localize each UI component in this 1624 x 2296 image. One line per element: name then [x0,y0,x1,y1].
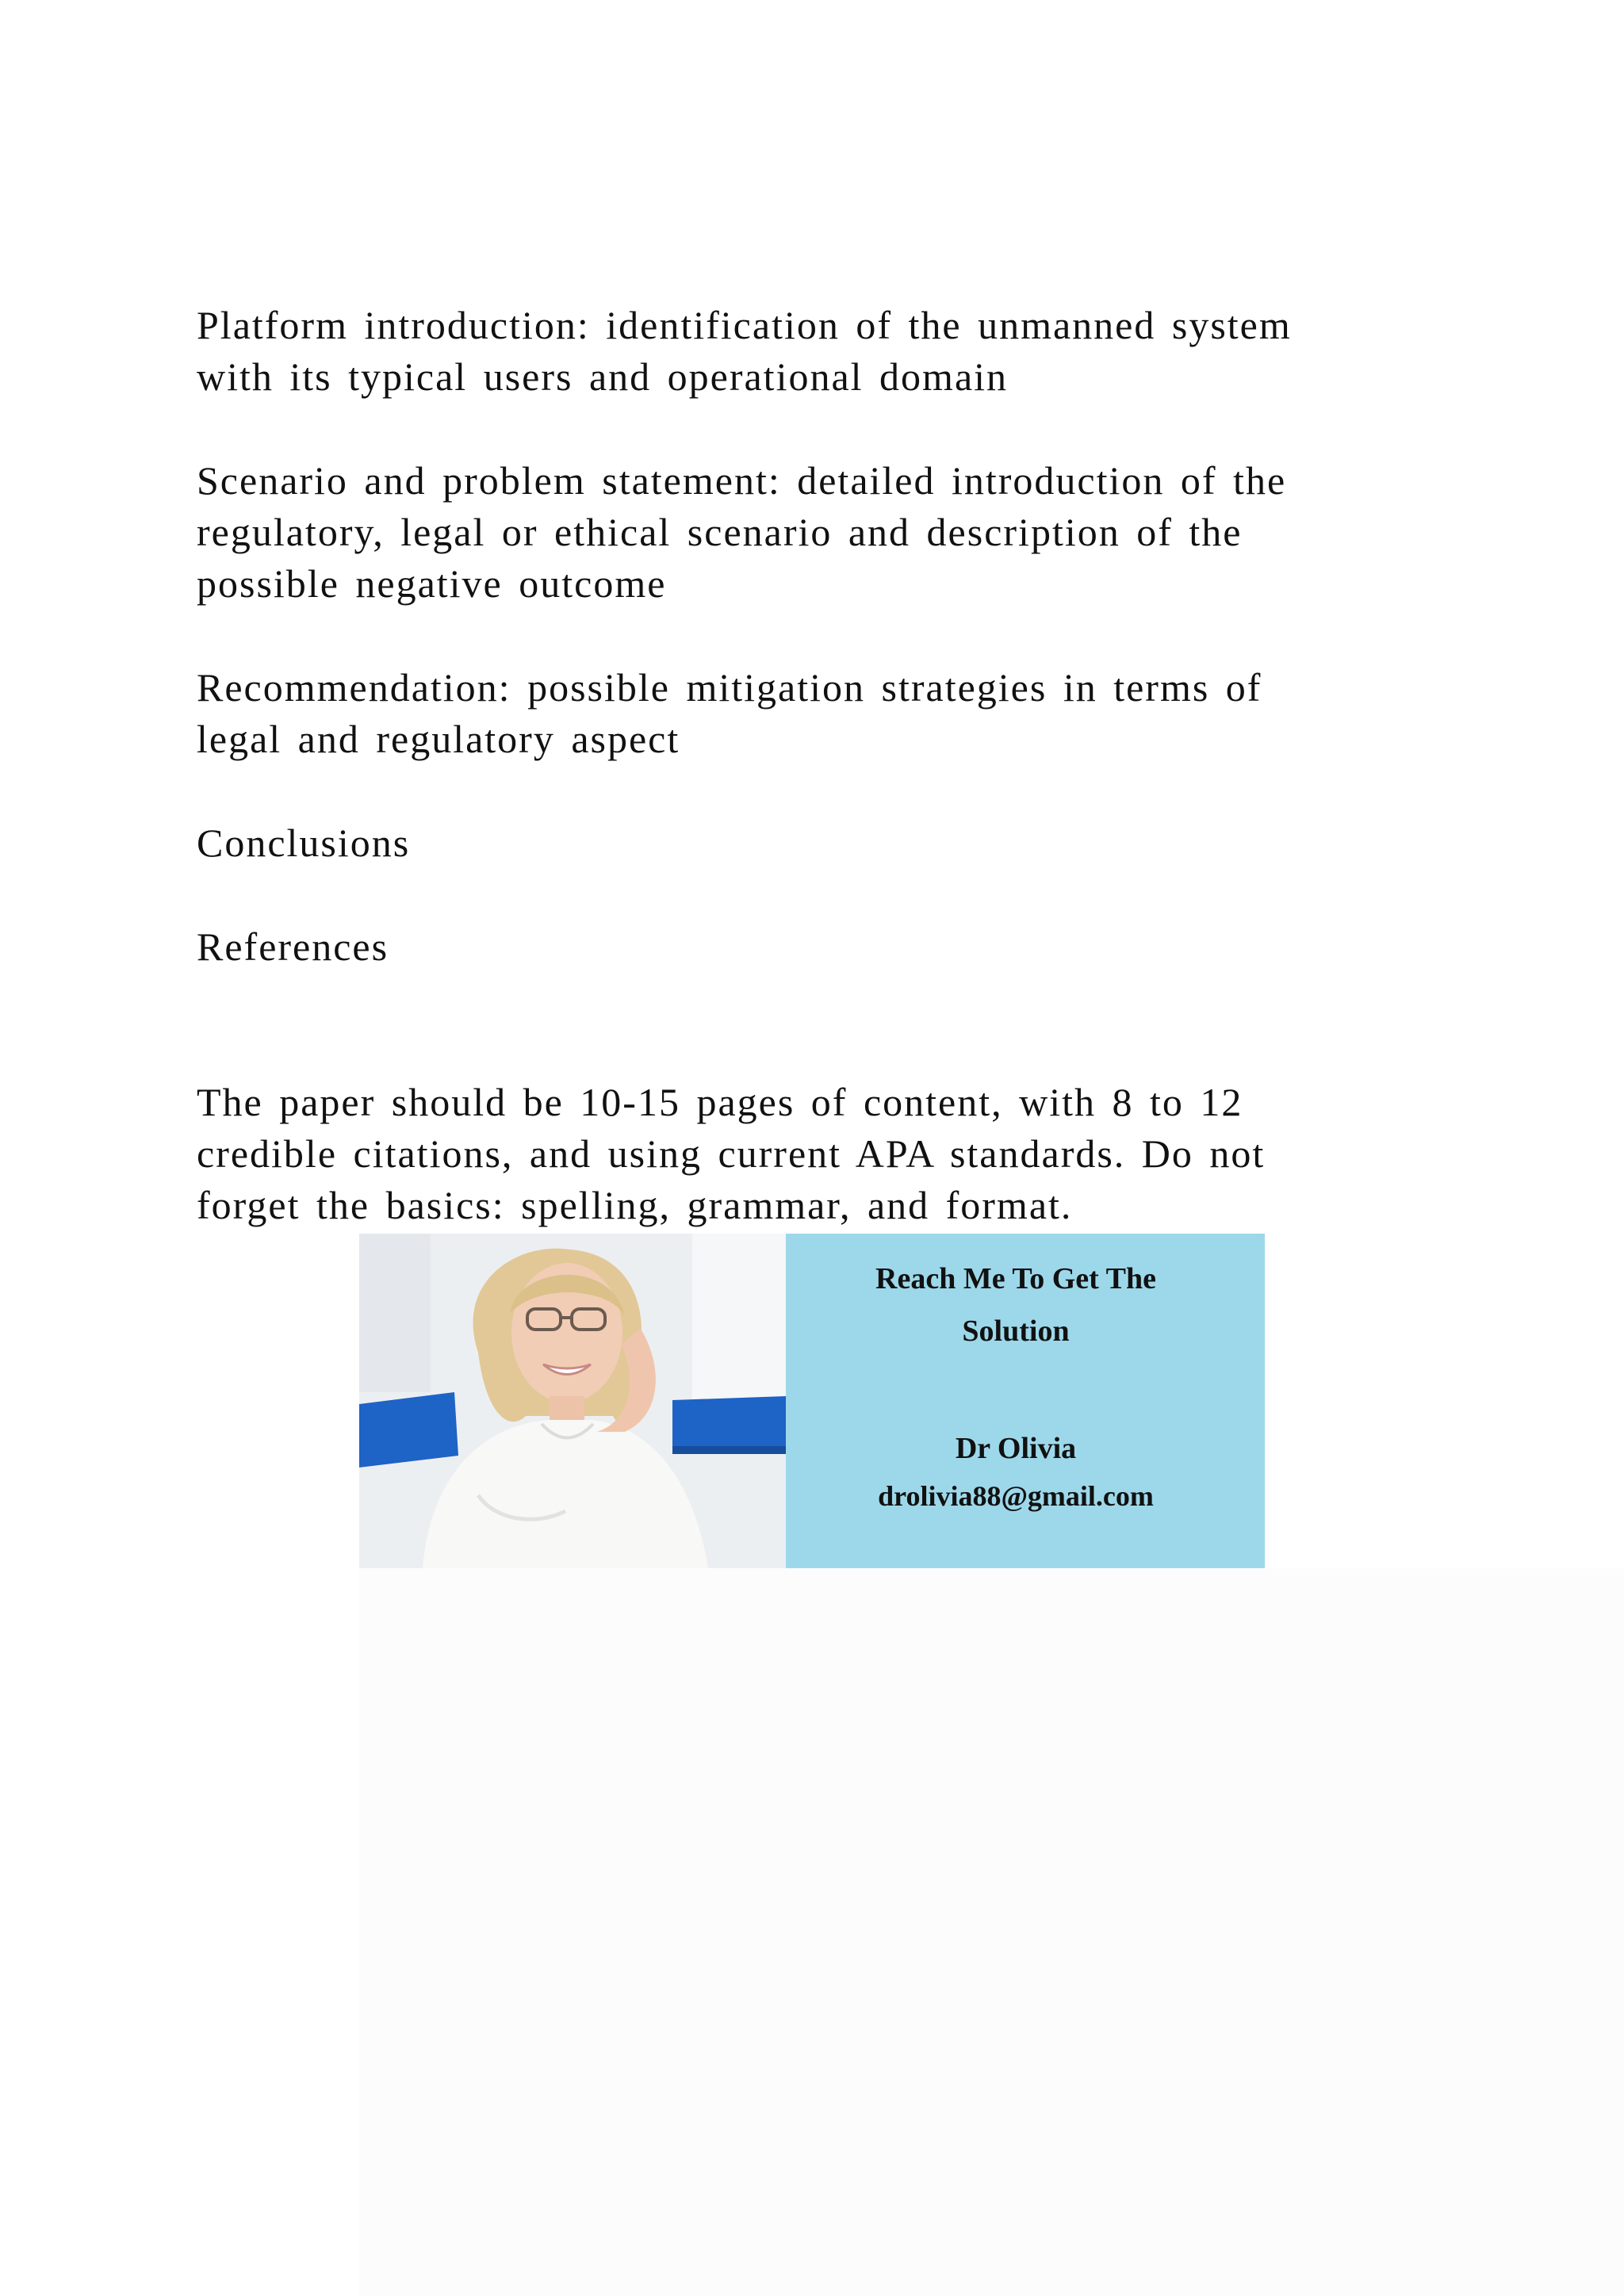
woman-photo [359,1234,786,1568]
paragraph-references [197,921,1434,973]
text-line: regulatory, legal or ethical scenario and description of the [197,510,1243,554]
contact-name: Dr Olivia [955,1432,1077,1465]
text-line: legal and regulatory aspect [197,717,680,761]
paragraph-conclusions [197,817,1434,869]
page-background-area [359,1568,1624,2296]
text-line: possible negative outcome [197,561,667,606]
text-line: forget the basics: spelling, grammar, and format. [197,1183,1073,1227]
contact-banner [359,1234,1265,1568]
text-line: References [197,924,389,969]
text-line: Platform introduction: identification of the unmanned system [197,303,1292,347]
paragraph-platform-introduction [197,300,1434,403]
paragraph-scenario-problem [197,455,1434,610]
banner-headline-line1: Reach Me To Get The [875,1262,1156,1295]
text-line: with its typical users and operational domain [197,354,1009,399]
text-line: Conclusions [197,821,411,865]
paragraph-recommendation [197,662,1434,765]
banner-headline-line2: Solution [962,1314,1070,1348]
text-line: Scenario and problem statement: detailed introduction of the [197,458,1287,503]
contact-panel [786,1234,1265,1568]
woman-photo-illustration [359,1234,786,1568]
contact-email: drolivia88@gmail.com [878,1480,1154,1512]
paragraph-requirements [197,1077,1434,1231]
text-line: Recommendation: possible mitigation strategies in terms of [197,665,1262,710]
text-line: credible citations, and using current APA standards. Do not [197,1131,1266,1176]
text-line: The paper should be 10-15 pages of content, with 8 to 12 [197,1080,1243,1124]
